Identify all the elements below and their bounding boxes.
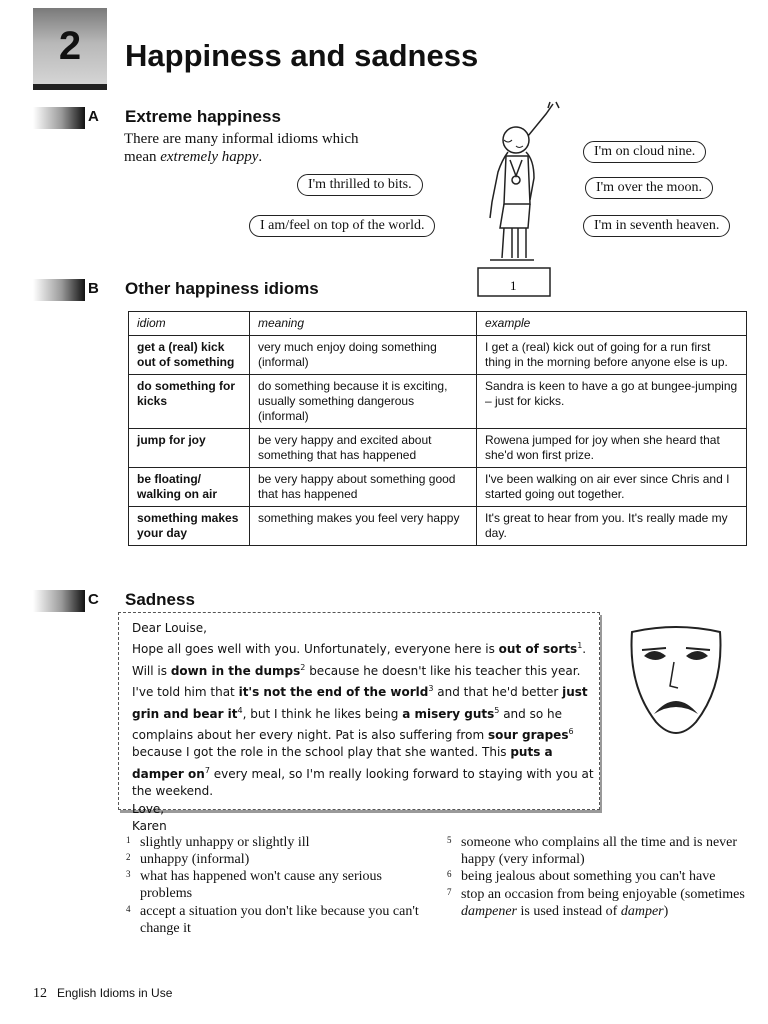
letter-segment: Hope all goes well with you. Unfortunately, everyone here is: [132, 642, 499, 657]
table-row: [129, 336, 747, 375]
section-b-marker: [33, 279, 85, 301]
idiom-highlight: puts a damper on: [132, 745, 553, 781]
letter-segment: and that he'd better: [433, 685, 563, 700]
footnote-item: 5 someone who complains all the time and is never happy (very informal): [447, 835, 738, 867]
idiom-highlight: it's not the end of the world: [238, 685, 429, 700]
table-row: [129, 507, 747, 546]
speech-bubble: I am/feel on top of the world.: [249, 215, 435, 237]
letter-segment: Love,: [132, 801, 165, 816]
footnote-item: 7 stop an occasion from being enjoyable (sometimes dampener is used instead of damper): [447, 887, 745, 919]
section-a-marker: [33, 107, 85, 129]
letter-segment: Karen: [132, 819, 167, 834]
idiom-highlight: just grin and bear it: [132, 685, 588, 721]
letter-segment: because he doesn't like his teacher this year. I've told him that: [132, 663, 581, 700]
idiom-cell: do something for kicks: [129, 375, 250, 429]
idiom-cell: be floating/ walking on air: [129, 468, 250, 507]
idiom-cell: something makes your day: [129, 507, 250, 546]
example-cell: Sandra is keen to have a go at bungee-jumping – just for kicks.: [477, 375, 747, 429]
idiom-cell: jump for joy: [129, 429, 250, 468]
letter-segment: and so he complains about her every night. Pat is also suffering from: [132, 706, 562, 743]
footnote-marker: 1: [577, 641, 583, 651]
idiom-table: [128, 311, 747, 546]
meaning-cell: do something because it is exciting, usually something dangerous (informal): [250, 375, 477, 429]
footnote-item: 6 being jealous about something you can't have: [447, 869, 716, 884]
section-b-letter: B: [88, 280, 99, 297]
footnote-marker: 3: [428, 684, 434, 694]
letter-segment: because I got the role in the school play that she wanted. This: [132, 745, 511, 760]
letter-text: [132, 620, 594, 835]
idiom-cell: get a (real) kick out of something: [129, 336, 250, 375]
section-c-title: Sadness: [125, 590, 195, 609]
speech-bubble: I'm on cloud nine.: [583, 141, 706, 163]
meaning-cell: something makes you feel very happy: [250, 507, 477, 546]
unit-number: 2: [58, 24, 82, 68]
table-row: [129, 429, 747, 468]
speech-bubble: I'm over the moon.: [585, 177, 713, 199]
footnote-marker: 2: [300, 662, 306, 672]
meaning-cell: be very happy about something good that has happened: [250, 468, 477, 507]
footnote-item: 1 slightly unhappy or slightly ill: [126, 835, 310, 850]
section-a-intro: There are many informal idioms which mean extremely happy.: [124, 131, 359, 165]
speech-bubble: I'm in seventh heaven.: [583, 215, 730, 237]
section-c-marker: [33, 590, 85, 612]
page-footer: [33, 986, 172, 1002]
idiom-highlight: down in the dumps: [170, 663, 301, 678]
column-header-idiom: idiom: [129, 312, 250, 336]
page-title: Happiness and sadness: [125, 38, 479, 73]
section-c-letter: C: [88, 591, 99, 608]
meaning-cell: very much enjoy doing something (informal): [250, 336, 477, 375]
letter-segment: , but I think he likes being: [242, 706, 403, 721]
footnote-marker: 7: [204, 765, 210, 775]
speech-bubble: I'm thrilled to bits.: [297, 174, 423, 196]
footnote-marker: 6: [568, 727, 574, 737]
book-title: English Idioms in Use: [57, 986, 173, 1000]
unit-underline: [33, 84, 107, 90]
idiom-highlight: a misery guts: [402, 706, 495, 721]
column-header-example: example: [477, 312, 747, 336]
footnote-marker: 5: [494, 705, 500, 715]
sad-mask-icon: [626, 626, 726, 742]
column-header-meaning: meaning: [250, 312, 477, 336]
footnote-item: 4 accept a situation you don't like because you can't change it: [126, 904, 419, 936]
podium-number: 1: [510, 278, 517, 293]
table-row: [129, 468, 747, 507]
example-cell: It's great to hear from you. It's really made my day.: [477, 507, 747, 546]
idiom-highlight: out of sorts: [498, 642, 578, 657]
example-cell: Rowena jumped for joy when she heard that she'd won first prize.: [477, 429, 747, 468]
example-cell: I've been walking on air ever since Chris and I started going out together.: [477, 468, 747, 507]
meaning-cell: be very happy and excited about something that has happened: [250, 429, 477, 468]
footnote-item: 2 unhappy (informal): [126, 852, 250, 867]
letter-segment: Dear Louise,: [132, 621, 207, 635]
footnote-item: 3 what has happened won't cause any serious problems: [126, 869, 383, 901]
section-a-title: Extreme happiness: [125, 107, 281, 126]
winner-illustration: [468, 100, 568, 298]
table-row: [129, 375, 747, 429]
example-cell: I get a (real) kick out of going for a run first thing in the morning before anyone else is up.: [477, 336, 747, 375]
footnote-marker: 4: [237, 705, 243, 715]
section-b-title: Other happiness idioms: [125, 279, 319, 298]
section-a-letter: A: [88, 108, 99, 125]
idiom-highlight: sour grapes: [487, 728, 569, 743]
page-number: 12: [33, 986, 47, 1001]
letter-segment: every meal, so I'm really looking forward to staying with you at the weekend.: [132, 766, 594, 799]
table-header-row: [129, 312, 747, 336]
letter-segment: . Will is: [132, 642, 587, 678]
